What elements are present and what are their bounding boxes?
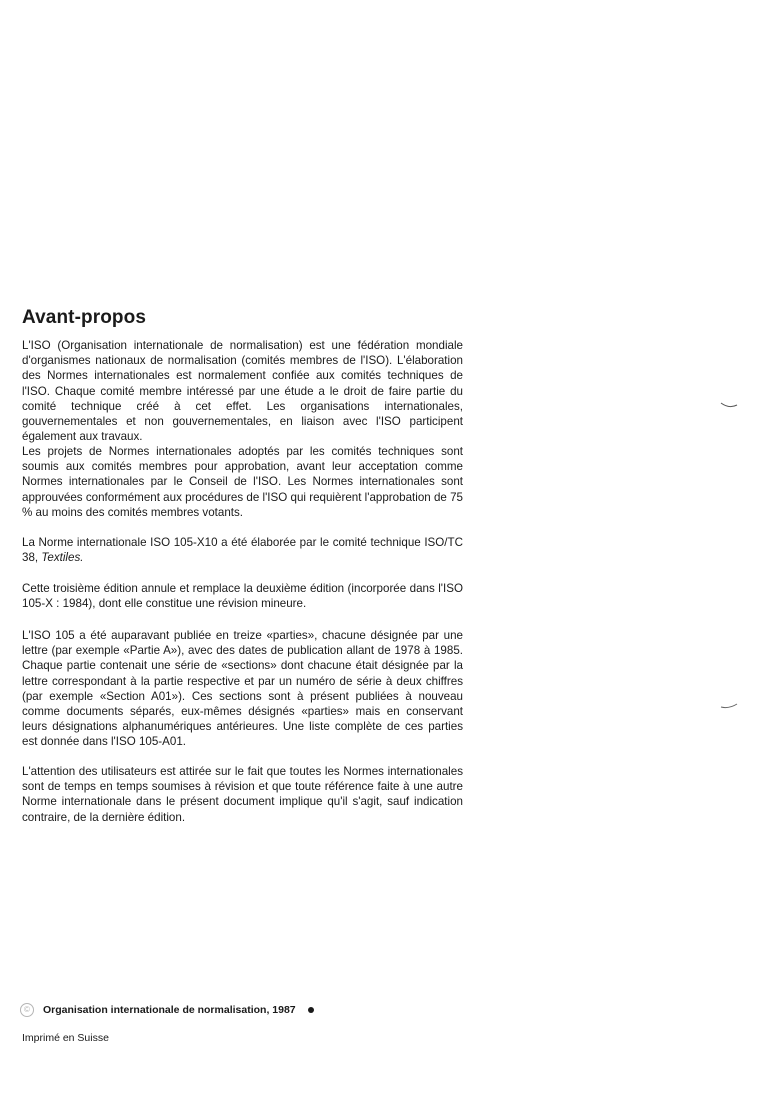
paragraph-edition-note: Cette troisième édition annule et remplace la deuxième édition (incorporée dans l'ISO 105-X : 1984), dont elle constitue une révision mineure. (22, 582, 463, 611)
paragraph-iso-description: L'ISO (Organisation internationale de normalisation) est une fédération mondiale d'organismes nationaux de normalisation (comités membres de l'ISO). L'élaboration des Normes internationales est normalement confiée aux comités techniques de l'ISO. Chaque comité membre intéressé par une étude a le droit de faire partie du comité technique créé à cet effet. Les organisations internationales, gouvernementales et non gouvernementales, en liaison avec l'ISO participent également aux travaux. (22, 339, 463, 444)
paragraph-revision-notice: L'attention des utilisateurs est attirée sur le fait que toutes les Normes internationales sont de temps en temps soumises à révision et que toute référence faite à une autre Norme internationale dans le présent document implique qu'il s'agit, sauf indication contraire, de la dernière édition. (22, 765, 463, 824)
page-title: Avant-propos (22, 307, 146, 328)
printed-in-note: Imprimé en Suisse (22, 1032, 109, 1044)
committee-name: Textiles. (41, 551, 84, 565)
bullet-icon (308, 1007, 314, 1013)
prepared-by-text: La Norme internationale ISO 105-X10 a été élaborée par le comité technique ISO/TC 38, (22, 536, 463, 565)
paragraph-draft-approval: Les projets de Normes internationales adoptés par les comités techniques sont soumis aux comités membres pour approbation, avant leur acceptation comme Normes internationales par le Conseil de l'ISO. Les Normes internationales sont approuvées conformément aux procédures de l'ISO qui requièrent l'approbation de 75 % au moins des comités membres votants. (22, 445, 463, 519)
copyright-text: Organisation internationale de normalisation, 1987 (43, 1004, 296, 1016)
copyright-line (20, 1003, 314, 1017)
paragraph-parts-history: L'ISO 105 a été auparavant publiée en treize «parties», chacune désignée par une lettre (par exemple «Partie A»), avec des dates de publication allant de 1978 à 1985. Chaque partie contenait une série de «sections» dont chacune était désignée par la lettre correspondant à la partie respective et par un numéro de série à deux chiffres (par exemple «Section A01»). Ces sections sont à présent publiées à nouveau comme documents séparés, eux-mêmes désignés «parties» mais en conservant leurs désignations alphanumériques antérieures. Une liste complète de ces parties est donnée dans l'ISO 105-A01. (22, 629, 463, 749)
margin-tick-mark (720, 701, 738, 711)
copyright-icon: © (20, 1003, 34, 1017)
paragraph-prepared-by (22, 535, 463, 565)
margin-tick-mark (720, 400, 738, 410)
